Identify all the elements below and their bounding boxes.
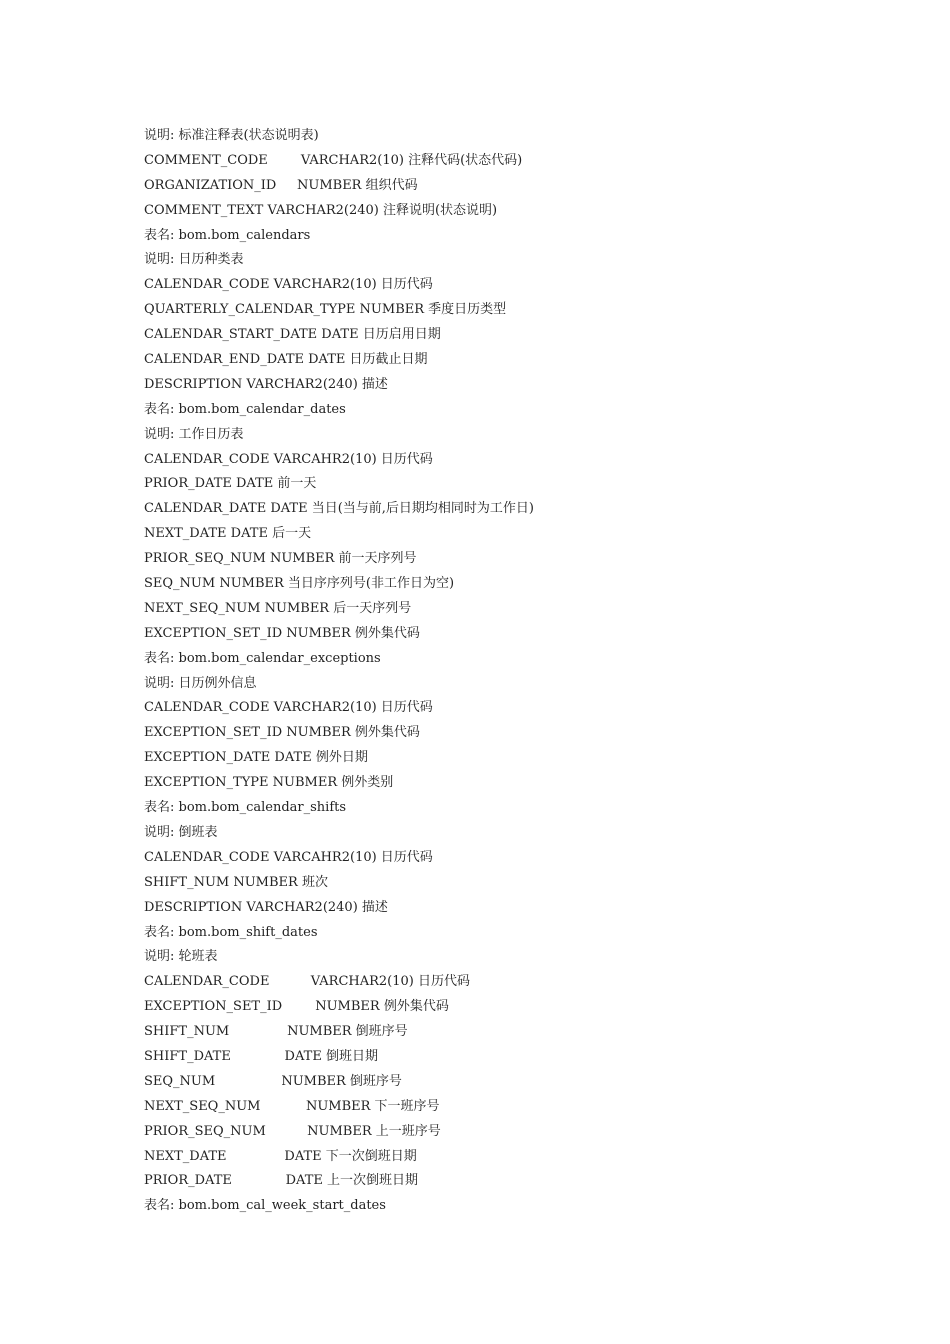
text-line: CALENDAR_DATE DATE 当日(当与前,后日期均相同时为工作日): [144, 501, 534, 517]
text-line: PRIOR_DATE DATE 前一天: [144, 476, 317, 492]
text-line: CALENDAR_START_DATE DATE 日历启用日期: [144, 327, 441, 343]
text-line: SHIFT_NUM NUMBER 倒班序号: [144, 1024, 408, 1040]
table-name-line: 表名: bom.bom_calendar_shifts: [144, 800, 347, 816]
text-line: 说明: 标准注释表(状态说明表): [144, 128, 319, 143]
text-line: PRIOR_SEQ_NUM NUMBER 上一班序号: [144, 1123, 441, 1139]
table-name-line: 表名: bom.bom_calendar_exceptions: [144, 650, 381, 666]
text-line: COMMENT_CODE VARCHAR2(10) 注释代码(状态代码): [144, 152, 523, 168]
table-name-line: 表名: bom.bom_calendars: [144, 227, 311, 243]
text-line: DESCRIPTION VARCHAR2(240) 描述: [144, 376, 388, 392]
text-line: 说明: 工作日历表: [144, 426, 244, 442]
text-line: DESCRIPTION VARCHAR2(240) 描述: [144, 899, 388, 915]
text-line: EXCEPTION_SET_ID NUMBER 例外集代码: [144, 725, 420, 741]
text-line: 说明: 倒班表: [144, 824, 218, 840]
document-page: [144, 124, 864, 1219]
text-line: CALENDAR_CODE VARCAHR2(10) 日历代码: [144, 451, 433, 467]
table-name-line: 表名: bom.bom_calendar_dates: [144, 401, 346, 417]
text-line: EXCEPTION_TYPE NUBMER 例外类别: [144, 775, 394, 791]
text-line: SEQ_NUM NUMBER 当日序序列号(非工作日为空): [144, 576, 455, 592]
text-line: EXCEPTION_SET_ID NUMBER 例外集代码: [144, 999, 449, 1015]
text-line: PRIOR_DATE DATE 上一次倒班日期: [144, 1173, 418, 1189]
text-line: CALENDAR_CODE VARCAHR2(10) 日历代码: [144, 849, 433, 865]
table-name-line: 表名: bom.bom_cal_week_start_dates: [144, 1198, 386, 1214]
text-line: ORGANIZATION_ID NUMBER 组织代码: [144, 177, 418, 193]
text-line: SHIFT_DATE DATE 倒班日期: [144, 1048, 378, 1064]
text-line: SEQ_NUM NUMBER 倒班序号: [144, 1073, 402, 1089]
text-line: NEXT_SEQ_NUM NUMBER 后一天序列号: [144, 600, 412, 616]
text-line: CALENDAR_CODE VARCHAR2(10) 日历代码: [144, 974, 471, 990]
text-line: EXCEPTION_DATE DATE 例外日期: [144, 750, 368, 766]
text-line: COMMENT_TEXT VARCHAR2(240) 注释说明(状态说明): [144, 202, 498, 218]
text-line: CALENDAR_END_DATE DATE 日历截止日期: [144, 352, 428, 368]
text-line: 说明: 轮班表: [144, 949, 218, 965]
table-name-line: 表名: bom.bom_shift_dates: [144, 924, 318, 940]
text-line: 说明: 日历种类表: [144, 252, 244, 268]
text-line: NEXT_SEQ_NUM NUMBER 下一班序号: [144, 1098, 440, 1114]
text-line: QUARTERLY_CALENDAR_TYPE NUMBER 季度日历类型: [144, 302, 507, 318]
text-line: NEXT_DATE DATE 下一次倒班日期: [144, 1148, 417, 1164]
text-line: SHIFT_NUM NUMBER 班次: [144, 874, 328, 890]
text-line: PRIOR_SEQ_NUM NUMBER 前一天序列号: [144, 551, 417, 567]
text-line: EXCEPTION_SET_ID NUMBER 例外集代码: [144, 625, 420, 641]
text-line: CALENDAR_CODE VARCHAR2(10) 日历代码: [144, 277, 433, 293]
text-line: 说明: 日历例外信息: [144, 675, 257, 691]
text-line: CALENDAR_CODE VARCHAR2(10) 日历代码: [144, 700, 433, 716]
text-line: NEXT_DATE DATE 后一天: [144, 526, 312, 542]
